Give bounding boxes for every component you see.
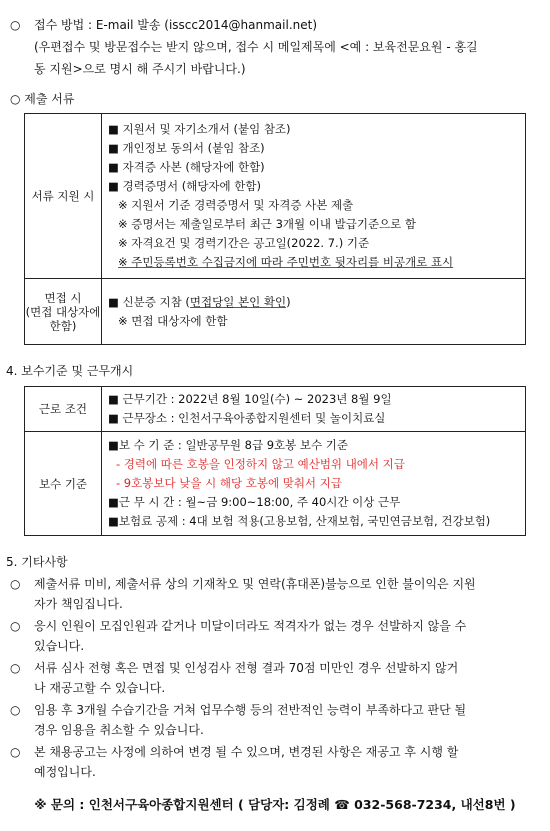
docs-interview-label-line3: 한함)	[49, 318, 77, 333]
etc-item-4-line2: 경우 임용을 취소할 수 있습니다.	[34, 723, 204, 737]
etc-item-3-line1: 서류 심사 전형 혹은 면접 및 인성검사 전형 결과 70점 미만인 경우 선발하지 않거	[34, 661, 459, 675]
method-bullet: ○	[10, 18, 21, 32]
docs-interview-label-line2: (면접 대상자에	[25, 304, 101, 319]
method-line-2: (우편접수 및 방문접수는 받지 않으며, 접수 시 메일제목에 <예 : 보육전문요원 - 홍길	[34, 40, 478, 54]
docs-interview-item1-suffix: )	[286, 294, 291, 309]
docs-interview-item1	[108, 293, 519, 312]
docs-applicant-label: 서류 지원 시	[25, 114, 102, 279]
docs-interview-item1-prefix: ■ 신분증 지참 (	[108, 294, 190, 309]
pay-work-content	[102, 387, 526, 432]
docs-item: ■ 경력증명서 (해당자에 한함)	[108, 179, 262, 193]
docs-interview-label	[25, 279, 102, 345]
pay-salary-item5: ■보험료 공제 : 4대 보험 적용(고용보험, 산재보험, 국민연금보험, 건강보험)	[108, 514, 491, 528]
pay-heading: 4. 보수기준 및 근무개시	[6, 364, 134, 378]
docs-row-interview	[25, 279, 526, 345]
pay-work-label: 근로 조건	[25, 387, 102, 432]
pay-salary-label: 보수 기준	[25, 432, 102, 536]
docs-row-applicant	[25, 114, 526, 279]
docs-item: ■ 자격증 사본 (해당자에 한함)	[108, 160, 265, 174]
etc-item-4-line1: 임용 후 3개월 수습기간을 거쳐 업무수행 등의 전반적인 능력이 부족하다고 판단 될	[34, 703, 467, 717]
etc-item-3-line2: 나 재공고할 수 있습니다.	[34, 681, 166, 695]
docs-item: ■ 개인정보 동의서 (붙임 참조)	[108, 141, 265, 155]
docs-note: ※ 증명서는 제출일로부터 최근 3개월 이내 발급기준으로 함	[118, 217, 417, 231]
etc-heading: 5. 기타사항	[6, 555, 68, 569]
contact-line: ※ 문의 : 인천서구육아종합지원센터 ( 담당자: 김정례 ☎ 032-568-7234, 내선8번 )	[34, 797, 516, 812]
etc-bullet: ○	[10, 661, 21, 675]
etc-item-5-line2: 예정입니다.	[34, 765, 96, 779]
etc-bullet: ○	[10, 745, 21, 759]
docs-note-resident-number-text: ※ 주민등록번호 수집금지에 따라 주민번호 뒷자리를 비공개로 표시	[118, 255, 454, 269]
docs-applicant-content	[102, 114, 526, 279]
pay-work-item2: ■ 근무장소 : 인천서구육아종합지원센터 및 놀이치료실	[108, 411, 386, 425]
docs-interview-item1-underlined: 면접당일 본인 확인	[189, 294, 287, 309]
pay-salary-item3: - 9호봉보다 낮을 시 해당 호봉에 맞춰서 지급	[116, 476, 342, 490]
docs-interview-content	[102, 279, 526, 345]
method-line-1: 접수 방법 : E-mail 발송 (isscc2014@hanmail.net)	[34, 18, 318, 32]
docs-item: ■ 지원서 및 자기소개서 (붙임 참조)	[108, 122, 291, 136]
docs-note: ※ 자격요건 및 경력기간은 공고일(2022. 7.) 기준	[118, 236, 370, 250]
etc-bullet: ○	[10, 703, 21, 717]
docs-table	[24, 113, 526, 345]
etc-item-2-line1: 응시 인원이 모집인원과 같거나 미달이더라도 적격자가 없는 경우 선발하지 않을 수	[34, 619, 467, 633]
etc-bullet: ○	[10, 577, 21, 591]
pay-salary-item1: ■보 수 기 준 : 일반공무원 8급 9호봉 보수 기준	[108, 438, 349, 452]
etc-bullet: ○	[10, 619, 21, 633]
docs-heading: ○ 제출 서류	[10, 92, 75, 106]
pay-row-salary	[25, 432, 526, 536]
pay-salary-item2: - 경력에 따른 호봉을 인정하지 않고 예산범위 내에서 지급	[116, 457, 405, 471]
pay-table	[24, 386, 526, 536]
docs-note-resident-number	[108, 253, 519, 272]
pay-salary-item4: ■근 무 시 간 : 월~금 9:00~18:00, 주 40시간 이상 근무	[108, 495, 401, 509]
docs-interview-item2: ※ 면접 대상자에 한함	[118, 313, 228, 328]
method-line-3: 동 지원>으로 명시 해 주시기 바랍니다.)	[34, 62, 246, 76]
etc-item-5-line1: 본 채용공고는 사정에 의하여 변경 될 수 있으며, 변경된 사항은 재공고 후 시행 할	[34, 745, 459, 759]
pay-salary-content	[102, 432, 526, 536]
etc-item-2-line2: 있습니다.	[34, 639, 85, 653]
pay-row-work	[25, 387, 526, 432]
etc-item-1-line1: 제출서류 미비, 제출서류 상의 기재착오 및 연락(휴대폰)불능으로 인한 불이익은 지원	[34, 577, 476, 591]
etc-item-1-line2: 자가 책임집니다.	[34, 597, 123, 611]
docs-interview-label-line1: 면접 시	[44, 290, 82, 305]
pay-work-item1: ■ 근무기간 : 2022년 8월 10일(수) ~ 2023년 8월 9일	[108, 392, 392, 406]
docs-note: ※ 지원서 기준 경력증명서 및 자격증 사본 제출	[118, 198, 354, 212]
